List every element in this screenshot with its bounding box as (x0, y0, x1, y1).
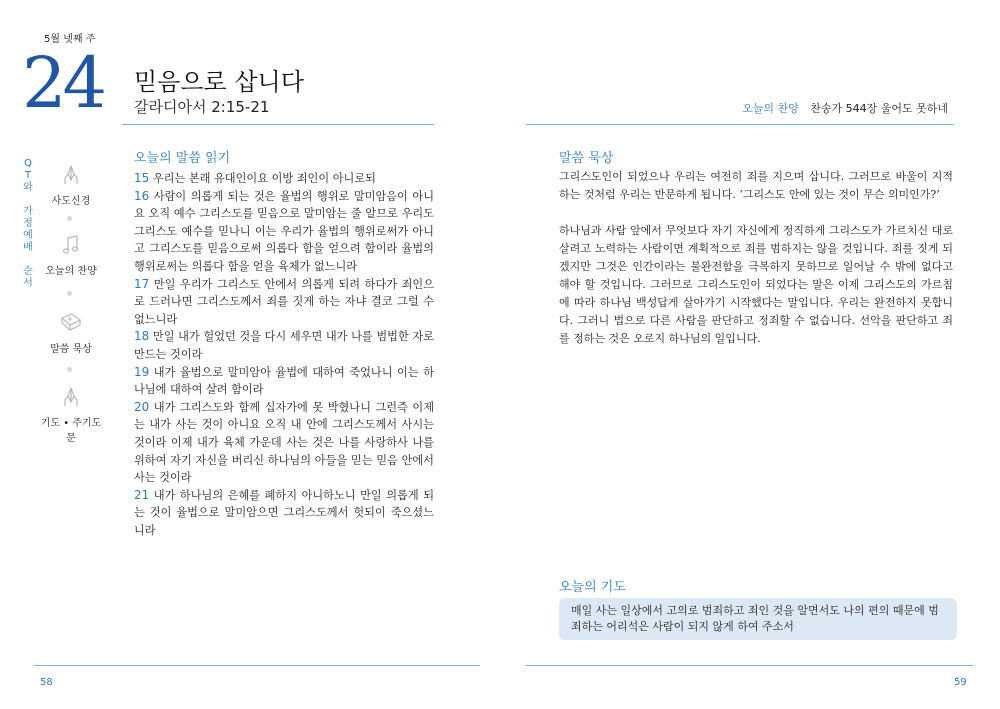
header-rule-left (122, 124, 434, 125)
verse-17: 17 만일 우리가 그리스도 안에서 의롭게 되려 하다가 죄인으로 드러나면 그리스도께서 죄를 짓게 하는 자냐 결코 그럴 수 없느니라 (134, 276, 434, 326)
sidebar-item-apostles-creed[interactable] (38, 164, 104, 207)
meditation-body (559, 168, 953, 366)
music-note-icon (60, 234, 82, 256)
verse-20: 20 내가 그리스도와 함께 십자가에 못 박혔나니 그런즉 이제는 내가 사는 것이 아니요 오직 내 안에 그리스도께서 사시는 것이라 이제 내가 육체 가운데 사는 것은 나를 사랑하사 나를 위하여 자기 자신을 버리신 하나님의 아들을 믿는 믿음 안에서 사는 것이라 (134, 399, 434, 485)
sidebar-separator-dot (67, 367, 72, 372)
verse-21: 21 내가 하나님의 은혜를 폐하지 아니하노니 만일 의롭게 되는 것이 율법으로 말미암으면 그리스도께서 헛되이 죽으셨느니라 (134, 487, 434, 537)
verse-15: 15 우리는 본래 유대인이요 이방 죄인이 아니로되 (134, 171, 376, 185)
scripture-verses (134, 170, 434, 539)
day-number: 24 (22, 42, 104, 124)
sidebar-item-label: 말씀 묵상 (50, 344, 92, 355)
hymn-label: 오늘의 찬양 (742, 102, 799, 115)
header-rule-right (526, 124, 954, 125)
sidebar-item-label: 사도신경 (51, 196, 91, 207)
footer-rule-left (34, 665, 480, 666)
prayer-heading: 오늘의 기도 (559, 580, 626, 595)
bible-book-icon (59, 312, 83, 334)
verse-18: 18 만일 내가 헐었던 것을 다시 세우면 내가 나를 범법한 자로 만드는 것이라 (134, 329, 434, 361)
hymn-value: 찬송가 544장 울어도 못하네 (810, 102, 948, 115)
page-title: 믿음으로 삽니다 (134, 68, 304, 96)
sidebar-item-meditation[interactable] (38, 312, 104, 355)
sidebar-item-prayer[interactable] (38, 386, 104, 444)
sidebar-item-hymn[interactable] (38, 234, 104, 277)
page-number-right: 59 (954, 677, 967, 688)
scripture-reference: 갈라디아서 2:15-21 (134, 98, 270, 116)
week-label: 5월 넷째 주 (44, 34, 96, 45)
qt-vertical-title: Q T 와 가 정 예 배 순 서 (23, 158, 33, 289)
verse-16: 16 사람이 의롭게 되는 것은 율법의 행위로 말미암음이 아니요 오직 예수 그리스도를 믿음으로 말미암는 줄 알므로 우리도 그리스도 예수를 믿나니 이는 우리가 율법의 행위로써가 아니고 그리스도를 믿음으로써 의롭다 함을 얻으려 함이라 율법의 행위로써는 의롭다 함을 얻을 육체가 없느니라 (134, 188, 434, 273)
prayer-text: 매일 사는 일상에서 고의로 범죄하고 죄인 것을 알면서도 나의 편의 때문에 범죄하는 어리석은 사람이 되지 않게 하여 주소서 (571, 604, 939, 633)
praying-hands-icon (60, 386, 82, 408)
verse-19: 19 내가 율법으로 말미암아 율법에 대하여 죽었나니 이는 하나님에 대하여 살려 함이라 (134, 364, 434, 397)
sidebar-separator-dot (67, 216, 72, 221)
meditation-paragraph: 그리스도인이 되었으나 우리는 여전히 죄를 지으며 삽니다. 그러므로 바울이 지적하는 것처럼 우리는 반문하게 됩니다. ‘그리스도 안에 있는 것이 무슨 의미인가?’ (559, 170, 953, 201)
praying-hands-icon (60, 164, 82, 186)
sidebar-separator-dot (67, 291, 72, 296)
meditation-heading: 말씀 묵상 (559, 151, 614, 166)
meditation-paragraph: 하나님과 사람 앞에서 무엇보다 자기 자신에게 정직하게 그리스도가 가르치신 대로 살려고 노력하는 사람이면 계획적으로 죄를 범하지는 않을 것입니다. 죄를 짓게 되겠지만 그것은 인간이라는 불완전함을 극복하지 못하므로 일어날 수 밖에 없다고 해야 할 것입니다. 그러므로 그리스도인이 되었다는 말은 이제 그리스도의 가르침에 따라 하나님 백성답게 살아가기 시작했다는 말입니다. 우리는 완전하지 못합니다. 그러니 법으로 다른 사람을 판단하고 정죄할 수 없습니다. 선악을 판단하고 죄를 정하는 것은 오로지 하나님의 일입니다. (559, 224, 953, 345)
reading-heading: 오늘의 말씀 읽기 (134, 151, 231, 166)
page-number-left: 58 (40, 677, 53, 688)
footer-rule-right (526, 665, 973, 666)
todays-hymn (742, 100, 948, 116)
sidebar-item-label: 기도 • 주기도문 (40, 418, 102, 444)
prayer-box (559, 598, 957, 640)
sidebar-item-label: 오늘의 찬양 (45, 266, 97, 277)
